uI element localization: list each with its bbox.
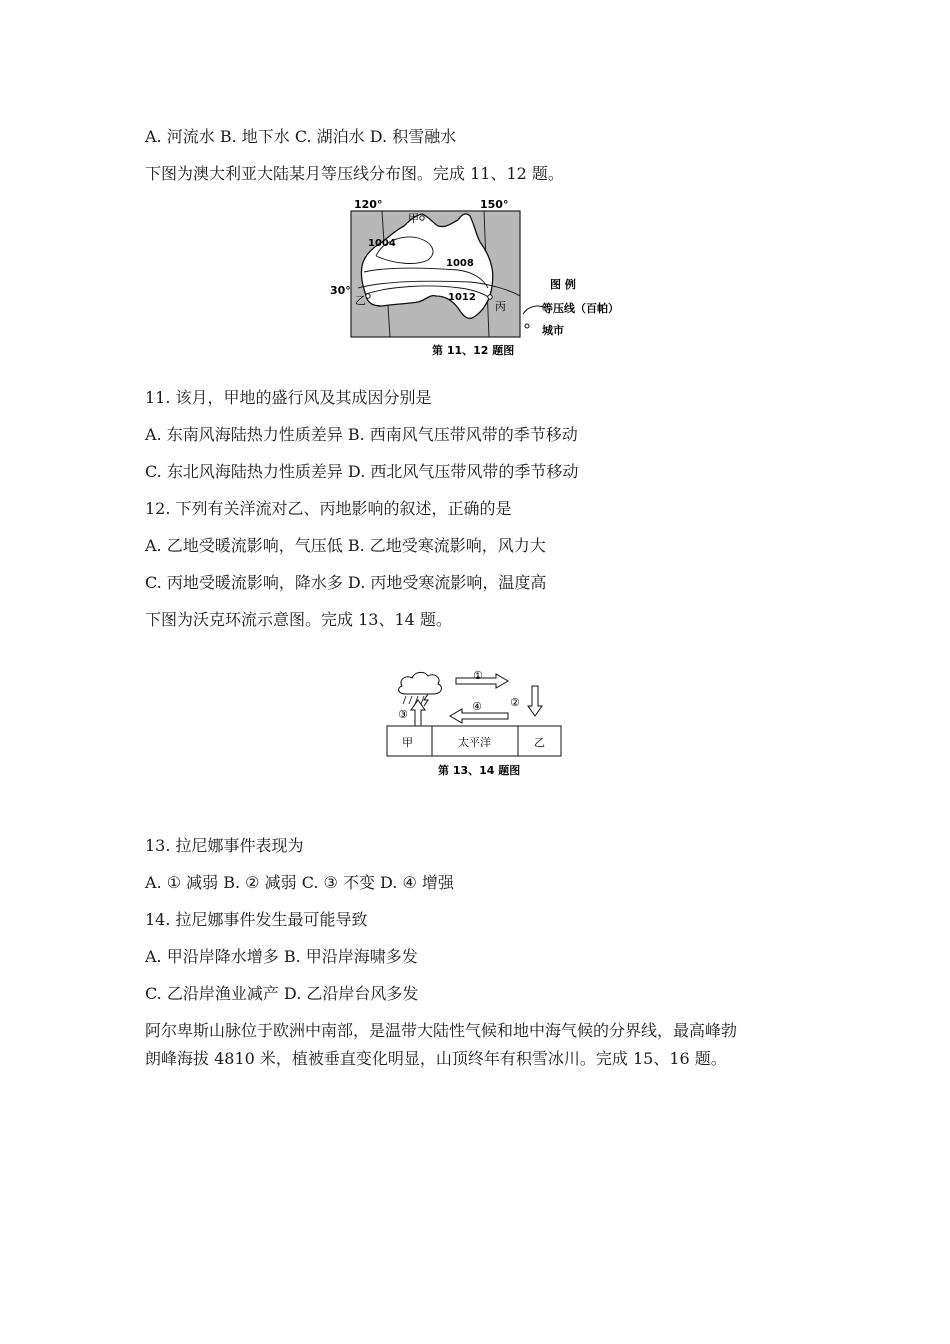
q12-stem: 12. 下列有关洋流对乙、丙地影响的叙述，正确的是 — [145, 499, 512, 518]
walker-svg — [384, 666, 564, 780]
label-jia: 甲 — [408, 212, 419, 225]
label-150: 150° — [480, 198, 509, 211]
q12-options-cd: C. 丙地受暖流影响，降水多 D. 丙地受寒流影响，温度高 — [145, 573, 547, 592]
walker-circulation-figure — [384, 666, 564, 780]
lightning-icon — [424, 694, 428, 706]
q14-options-ab: A. 甲沿岸降水增多 B. 甲沿岸海啸多发 — [145, 947, 418, 966]
q12-options-ab: A. 乙地受暖流影响，气压低 B. 乙地受寒流影响，风力大 — [145, 536, 546, 555]
label-jia-box: 甲 — [402, 736, 413, 749]
label-yi: 乙 — [355, 294, 366, 307]
label-30: 30° — [330, 284, 351, 297]
q13-stem: 13. 拉尼娜事件表现为 — [145, 836, 304, 855]
city-bing — [488, 295, 492, 299]
label-bing: 丙 — [495, 300, 506, 313]
label-1: ① — [473, 669, 483, 682]
q14-options-cd: C. 乙沿岸渔业减产 D. 乙沿岸台风多发 — [145, 984, 419, 1003]
label-1012: 1012 — [448, 292, 476, 303]
label-120: 120° — [354, 198, 383, 211]
q11-12-intro: 下图为澳大利亚大陆某月等压线分布图。完成 11、12 题。 — [145, 164, 564, 183]
legend-isobar-label: 等压线（百帕） — [542, 302, 619, 315]
q11-options-ab: A. 东南风海陆热力性质差异 B. 西南风气压带风带的季节移动 — [145, 425, 578, 444]
city-jia — [420, 216, 424, 220]
label-pacific: 太平洋 — [458, 736, 491, 749]
label-1008: 1008 — [446, 258, 474, 269]
arrow-2 — [528, 686, 542, 716]
australia-isobar-figure — [320, 196, 640, 362]
q11-options-cd: C. 东北风海陆热力性质差异 D. 西北风气压带风带的季节移动 — [145, 462, 579, 481]
label-3: ③ — [398, 708, 408, 721]
label-4: ④ — [472, 700, 482, 713]
alps-intro-line2: 朗峰海拔 4810 米，植被垂直变化明显，山顶终年有积雪冰川。完成 15、16 题。 — [145, 1049, 727, 1068]
australia-map-svg — [320, 196, 640, 362]
q10-options: A. 河流水 B. 地下水 C. 湖泊水 D. 积雪融水 — [145, 127, 457, 146]
arrow-3 — [411, 700, 425, 726]
q13-options: A. ① 减弱 B. ② 减弱 C. ③ 不变 D. ④ 增强 — [145, 873, 454, 892]
walker-caption: 第 13、14 题图 — [438, 764, 521, 777]
label-2: ② — [510, 696, 520, 709]
alps-intro-line1: 阿尔卑斯山脉位于欧洲中南部，是温带大陆性气候和地中海气候的分界线，最高峰勃 — [145, 1021, 738, 1040]
rain-icon — [403, 696, 424, 704]
city-yi — [366, 294, 370, 298]
map-caption: 第 11、12 题图 — [432, 344, 515, 357]
q11-stem: 11. 该月，甲地的盛行风及其成因分别是 — [145, 388, 432, 407]
legend-title: 图 例 — [550, 278, 576, 291]
q14-stem: 14. 拉尼娜事件发生最可能导致 — [145, 910, 368, 929]
label-yi-box: 乙 — [534, 736, 545, 749]
cloud-icon — [399, 672, 442, 694]
label-1004: 1004 — [368, 238, 396, 249]
q13-14-intro: 下图为沃克环流示意图。完成 13、14 题。 — [145, 610, 452, 629]
legend-city-symbol — [525, 324, 529, 328]
legend-city-label: 城市 — [542, 324, 564, 337]
